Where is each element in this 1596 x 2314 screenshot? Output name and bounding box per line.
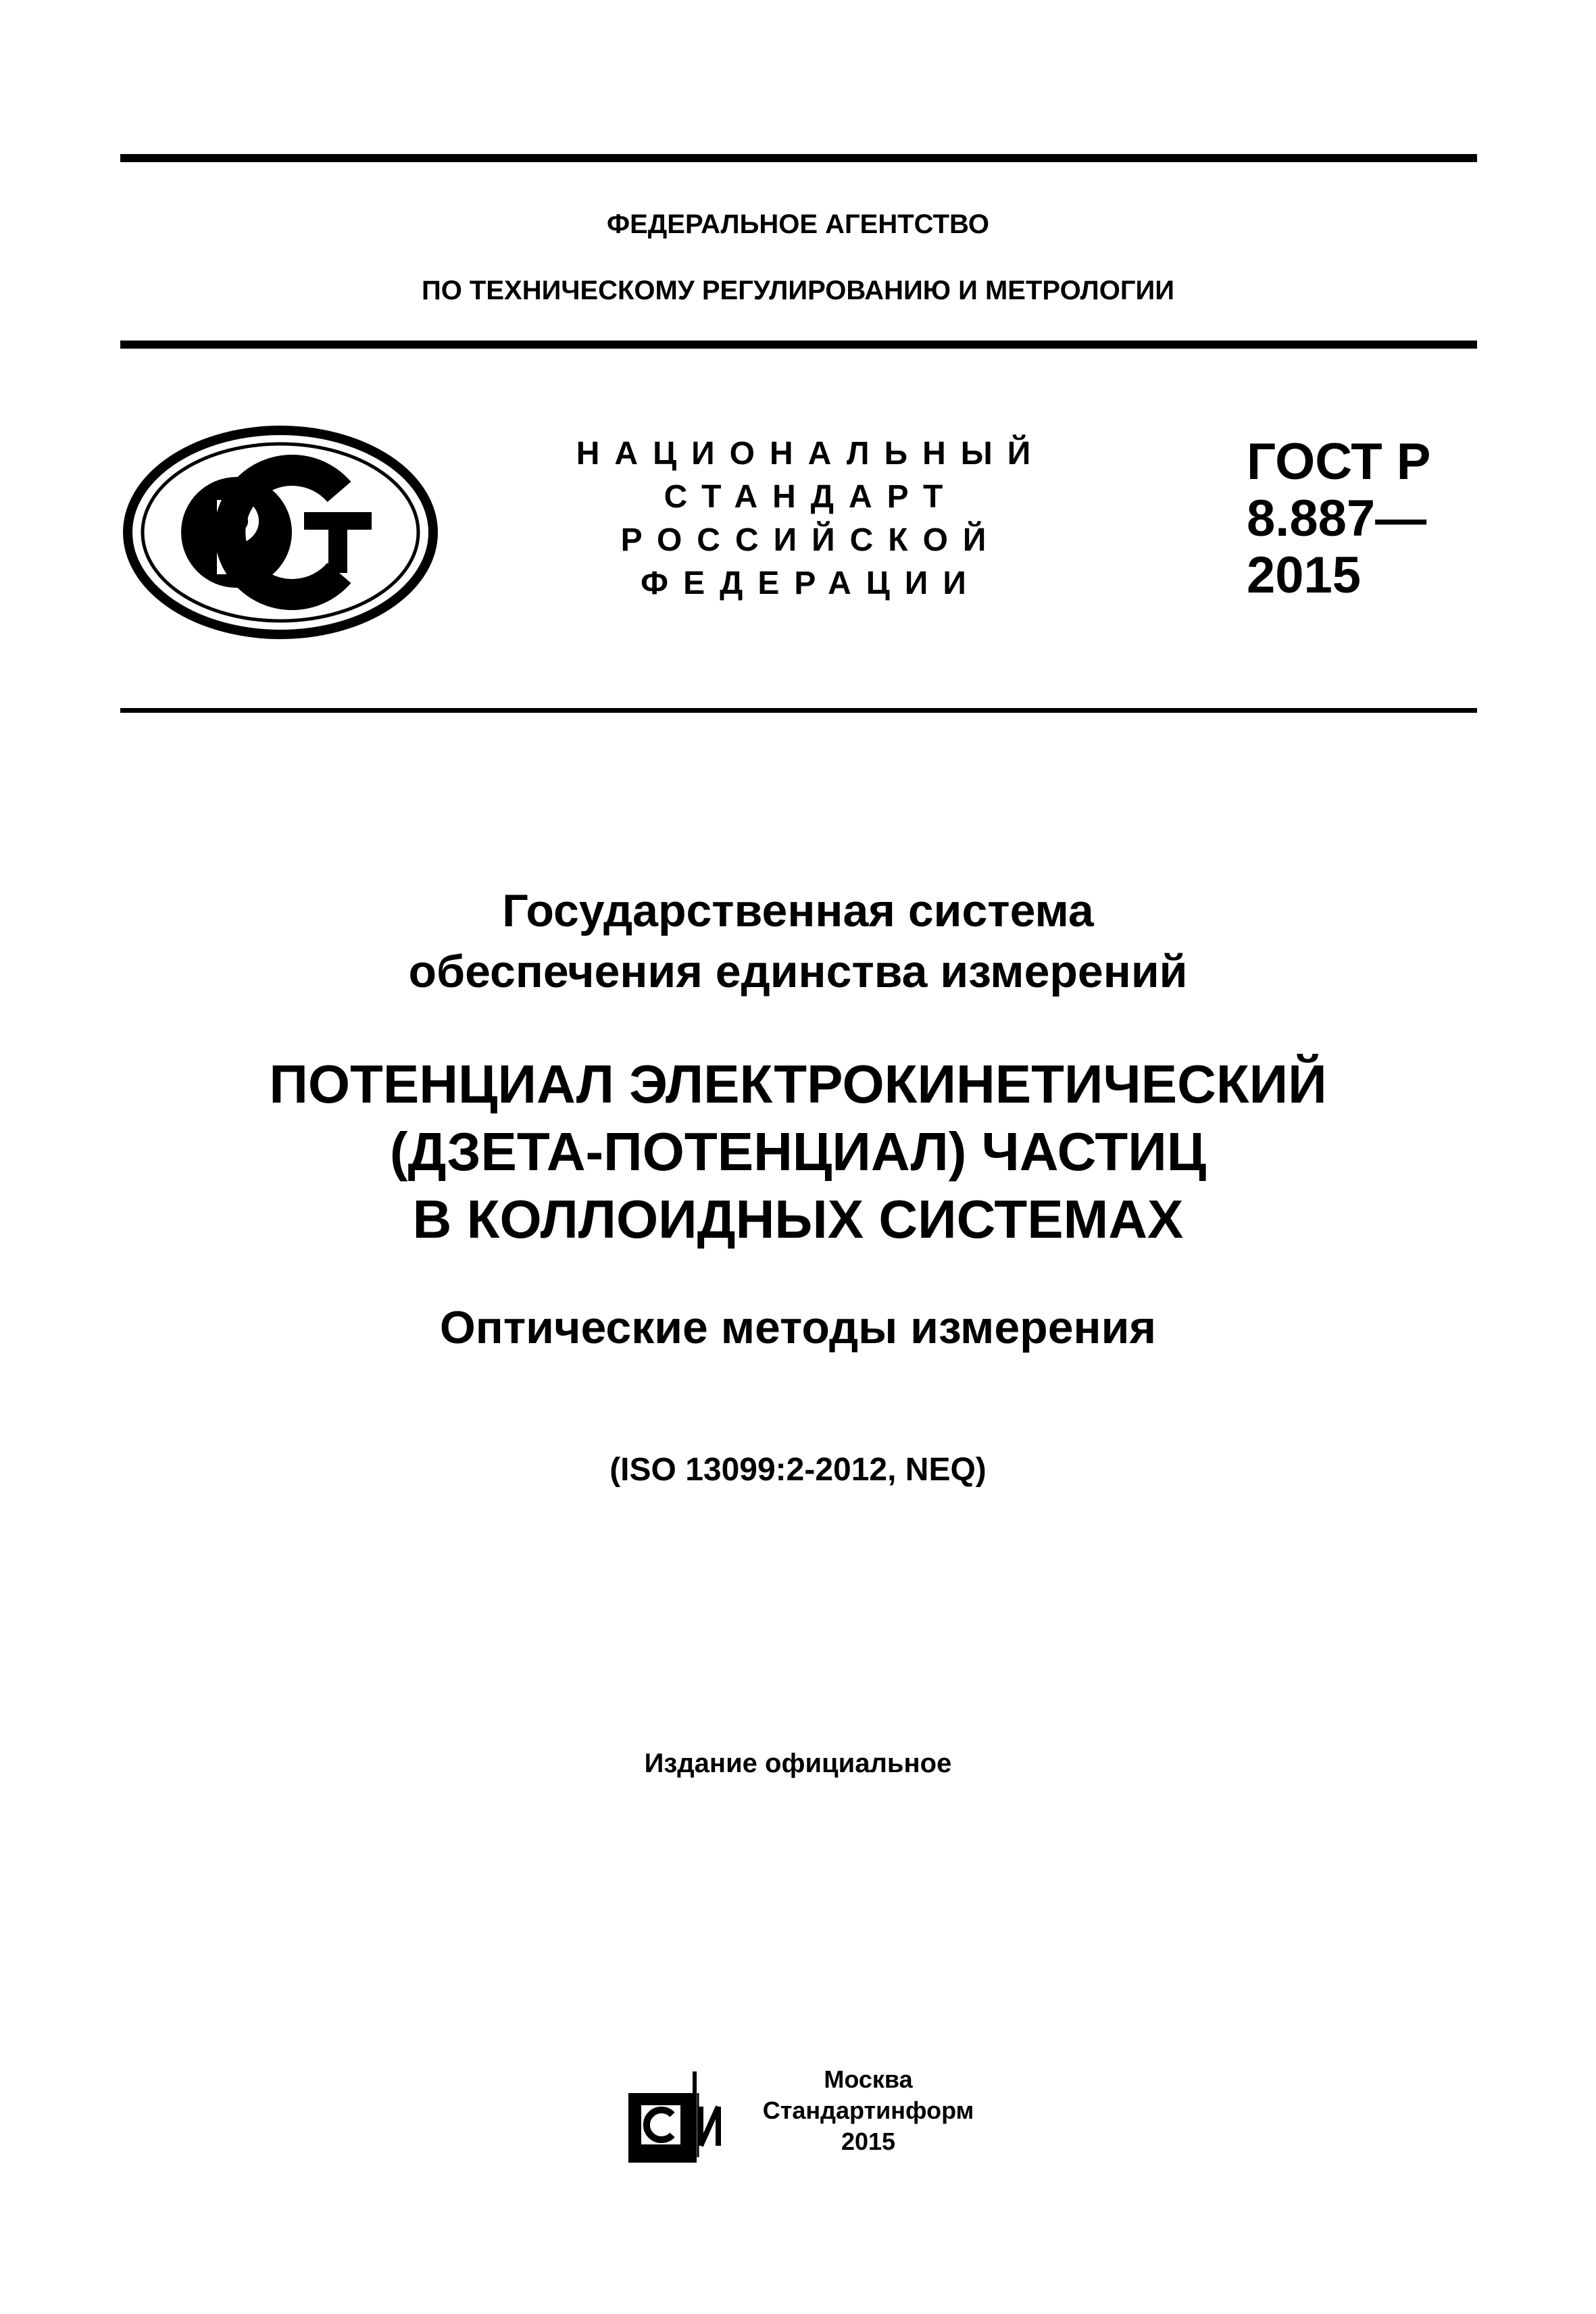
subtitle-line-2: обеспечения единства измерений (408, 946, 1188, 997)
agency-line-2: ПО ТЕХНИЧЕСКОМУ РЕГУЛИРОВАНИЮ И МЕТРОЛОГИИ (421, 276, 1175, 305)
publisher-name: Стандартинформ (762, 2096, 974, 2124)
designation-line: ГОСТ Р (1247, 433, 1431, 491)
subtitle-line-1: Государственная система (502, 885, 1094, 936)
national-standard-line: СТАНДАРТ (664, 479, 958, 515)
method-title: Оптические методы измерения (439, 1302, 1157, 1353)
standartinform-logo-icon (625, 2066, 726, 2167)
header-bottom-rule (120, 708, 1477, 713)
iso-reference: (ISO 13099:2-2012, NEQ) (609, 1452, 987, 1488)
publisher-city: Москва (824, 2065, 913, 2093)
designation-line: 2015 (1247, 547, 1362, 604)
standard-designation (1247, 434, 1430, 604)
agency-bottom-rule (120, 341, 1477, 349)
main-title-line-2: (ДЗЕТА-ПОТЕНЦИАЛ) ЧАСТИЦ (389, 1122, 1207, 1182)
national-standard-line: ФЕДЕРАЦИИ (641, 565, 981, 601)
national-standard-line: РОССИЙСКОЙ (620, 522, 1001, 558)
publisher-year: 2015 (841, 2128, 896, 2155)
agency-line-1: ФЕДЕРАЛЬНОЕ АГЕНТСТВО (606, 209, 990, 239)
publisher-info (733, 2064, 1003, 2157)
top-rule (120, 154, 1477, 162)
designation-line: 8.887— (1247, 490, 1427, 547)
official-edition-label: Издание официальное (644, 1749, 952, 1778)
rst-certification-mark-icon (122, 424, 439, 640)
main-title-line-3: В КОЛЛОИДНЫХ СИСТЕМАХ (412, 1189, 1184, 1249)
national-standard-line: НАЦИОНАЛЬНЫЙ (576, 436, 1046, 472)
national-standard-label (568, 432, 1054, 605)
main-title-line-1: ПОТЕНЦИАЛ ЭЛЕКТРОКИНЕТИЧЕСКИЙ (269, 1054, 1327, 1114)
